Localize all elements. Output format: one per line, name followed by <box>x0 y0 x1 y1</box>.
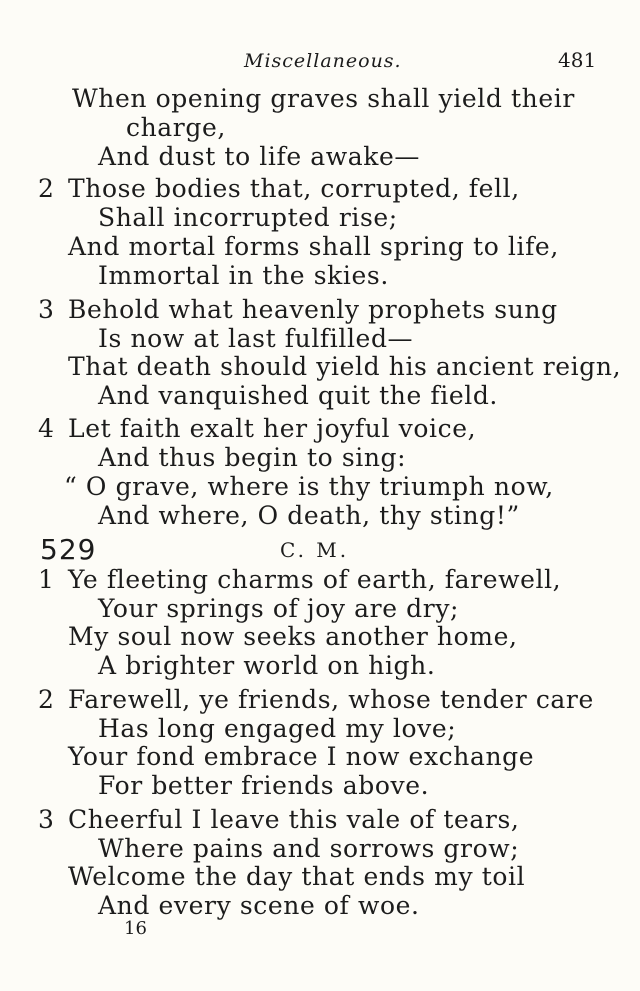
hymn-line: Those bodies that, corrupted, fell, <box>68 174 520 203</box>
hymn-line: Farewell, ye friends, whose tender care <box>68 685 594 714</box>
hymn-line: Behold what heavenly prophets sung <box>68 295 558 324</box>
hymn-line: “ O grave, where is thy triumph now, <box>64 472 554 501</box>
hymn-number: 529 <box>40 533 97 566</box>
hymn-line: For better friends above. <box>98 771 430 800</box>
hymn-meter: C. M. <box>280 538 350 562</box>
hymn-line: Is now at last fulfilled— <box>98 324 414 353</box>
hymn-line: When opening graves shall yield their <box>72 84 575 113</box>
hymn-line: charge, <box>126 113 226 142</box>
hymn-line: Immortal in the skies. <box>98 261 389 290</box>
verse-number: 2 <box>38 174 54 203</box>
hymn-line: Welcome the day that ends my toil <box>68 862 526 891</box>
signature-mark: 16 <box>124 918 147 939</box>
hymn-line: Cheerful I leave this vale of tears, <box>68 805 520 834</box>
verse-number: 2 <box>38 685 54 714</box>
verse-number: 4 <box>38 414 54 443</box>
hymn-line: And thus begin to sing: <box>98 443 407 472</box>
hymn-line: Ye fleeting charms of earth, farewell, <box>68 565 562 594</box>
hymn-line: And mortal forms shall spring to life, <box>68 232 559 261</box>
hymn-line: Your springs of joy are dry; <box>98 594 460 623</box>
hymn-line: And where, O death, thy sting!” <box>98 501 520 530</box>
hymn-line: And vanquished quit the field. <box>98 381 498 410</box>
page-header <box>0 50 640 80</box>
hymn-line: A brighter world on high. <box>98 651 436 680</box>
verse-number: 1 <box>38 565 54 594</box>
hymn-line: And dust to life awake— <box>98 142 421 171</box>
hymn-line: Shall incorrupted rise; <box>98 203 398 232</box>
hymn-line: Your fond embrace I now exchange <box>68 742 535 771</box>
hymn-line: My soul now seeks another home, <box>68 622 518 651</box>
page-number: 481 <box>558 48 597 72</box>
running-title: Miscellaneous. <box>244 50 402 72</box>
hymn-line: Let faith exalt her joyful voice, <box>68 414 477 443</box>
hymn-line: Has long engaged my love; <box>98 714 457 743</box>
verse-number: 3 <box>38 805 54 834</box>
hymn-line: That death should yield his ancient reign, <box>68 352 622 381</box>
hymn-line: Where pains and sorrows grow; <box>98 834 520 863</box>
hymn-line: And every scene of woe. <box>98 891 420 920</box>
verse-number: 3 <box>38 295 54 324</box>
